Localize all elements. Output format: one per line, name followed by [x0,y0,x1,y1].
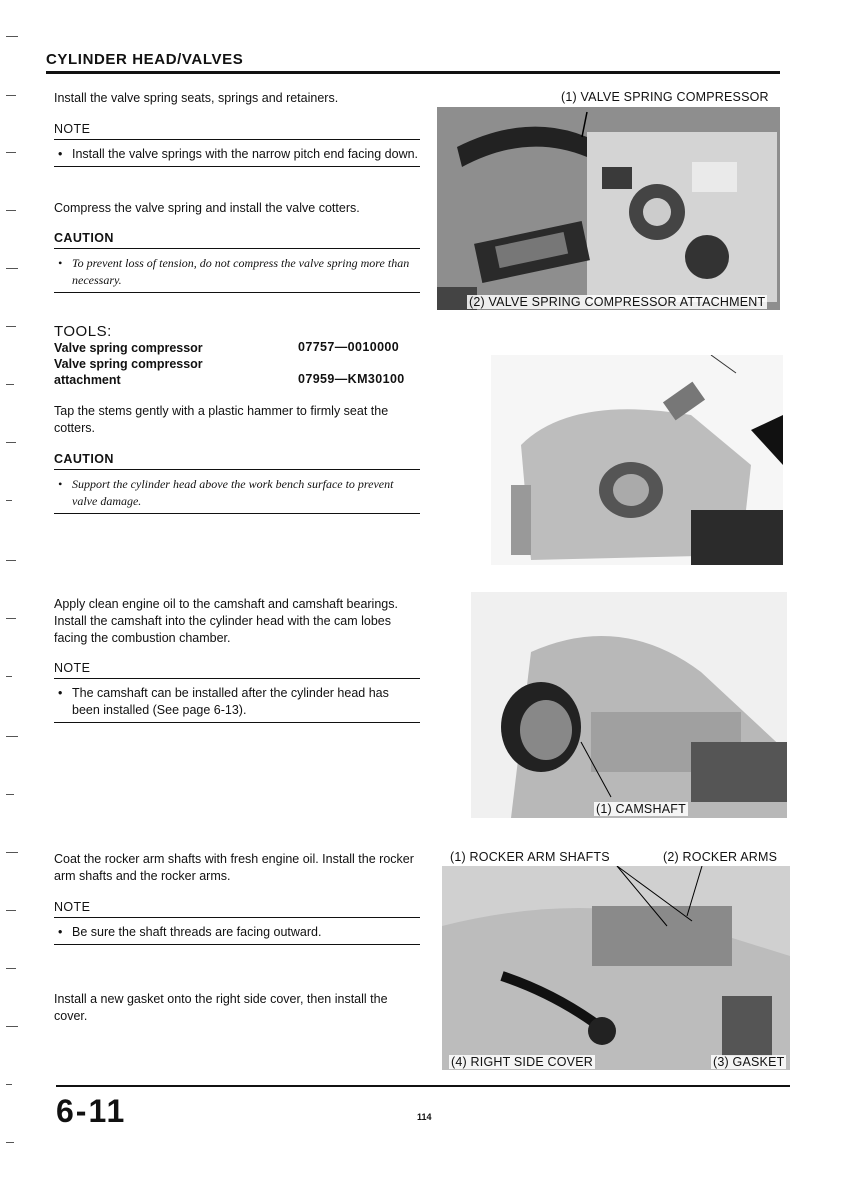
tool-number: 07757—0010000 [298,340,400,354]
valve-spring-caution [54,231,420,293]
note-text: • The camshaft can be installed after the cylinder head has been installed (See page 6-13). [54,679,420,723]
caution-label: CAUTION [54,452,420,470]
caution-text: • Support the cylinder head above the work bench surface to prevent valve damage. [54,470,420,514]
photo-camshaft-icon [471,592,787,818]
cotters-caution [54,452,420,514]
note-label: NOTE [54,900,420,918]
cotters-instruction: Tap the stems gently with a plastic hammer to firmly seat the cotters. [54,404,389,435]
margin-ticks [6,0,22,1200]
caption-valve-spring-compressor: (1) VALVE SPRING COMPRESSOR [561,90,769,104]
photo-cotters [491,355,783,565]
bullet-icon: • [58,147,63,161]
valve-spring-note [54,122,420,167]
note-text: • Install the valve springs with the narrow pitch end facing down. [54,140,420,167]
caption-gasket: (3) GASKET [713,1055,785,1069]
note-text: • Be sure the shaft threads are facing outward. [54,918,420,945]
photo-rocker-arms [442,866,790,1070]
photo-cylinder-head-icon [491,355,783,565]
rocker-note [54,900,420,945]
footer-rule [56,1085,790,1087]
section-title: CYLINDER HEAD/VALVES [46,51,244,68]
caption-rocker-arms: (2) ROCKER ARMS [663,850,778,864]
sheet-number: 114 [417,1112,432,1122]
note-label: NOTE [54,122,420,140]
tool-name: Valve spring compressor [54,341,203,355]
bullet-icon: • [58,925,63,939]
rocker-instruction: Coat the rocker arm shafts with fresh engine oil. Install the rocker arm shafts and the rocker arms. [54,852,414,883]
compress-instruction: Compress the valve spring and install the valve cotters. [54,201,360,215]
caption-compressor-attachment: (2) VALVE SPRING COMPRESSOR ATTACHMENT [469,295,766,309]
caution-text: • To prevent loss of tension, do not compress the valve spring more than necessary. [54,249,420,293]
header-rule [46,71,780,74]
caption-rocker-arm-shafts: (1) ROCKER ARM SHAFTS [450,850,610,864]
photo-rocker-arms-icon [442,866,790,1070]
tool-name-continued: attachment [54,373,121,387]
valve-spring-instruction: Install the valve spring seats, springs and retainers. [54,91,339,105]
caption-camshaft: (1) CAMSHAFT [596,802,686,816]
caution-label: CAUTION [54,231,420,249]
photo-engine-icon [437,107,780,310]
bullet-icon: • [58,477,63,491]
cover-instruction: Install a new gasket onto the right side cover, then install the cover. [54,992,388,1023]
note-label: NOTE [54,661,420,679]
bullet-icon: • [58,256,63,270]
tool-name: Valve spring compressor [54,357,203,371]
photo-valve-spring-compressor [437,107,780,310]
photo-camshaft [471,592,787,818]
bullet-icon: • [58,686,63,700]
tools-title: TOOLS: [54,323,112,340]
tool-number: 07959—KM30100 [298,372,405,386]
page-number: 6-11 [56,1093,127,1129]
camshaft-instruction: Apply clean engine oil to the camshaft and camshaft bearings. Install the camshaft into the cylinder head with the cam lobes facing the combustion chamber. [54,597,398,645]
camshaft-note [54,661,420,723]
caption-right-side-cover: (4) RIGHT SIDE COVER [451,1055,593,1069]
